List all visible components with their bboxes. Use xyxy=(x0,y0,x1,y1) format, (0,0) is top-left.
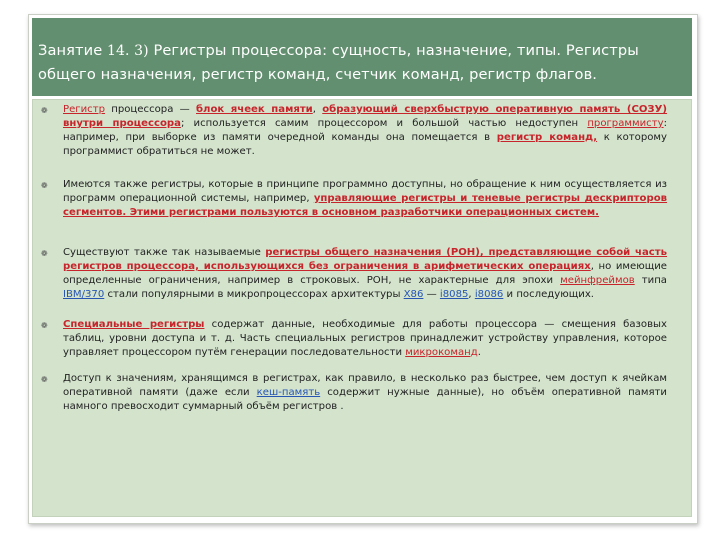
text-span: , xyxy=(468,288,475,300)
bullet-text-2 xyxy=(63,178,667,220)
text-span: Доступ к значениям, хранящимся в регистрах, как правило, в несколько раз быстрее, чем доступ к ячейкам оперативной памяти (даже если xyxy=(63,373,667,398)
text-span: процессора — xyxy=(105,104,196,115)
bullet-text-1 xyxy=(63,103,667,159)
text-span: : например, при выборке из памяти очередной команды она помещается в xyxy=(63,117,667,143)
text-span: , но имеющие определенные ограничения, например в строковых. РОН, не характерные для эпохи xyxy=(63,260,668,286)
text-span: ; используется самим процессором и большой частью недоступен xyxy=(180,117,588,129)
bullet-marker: ❁ xyxy=(41,375,48,384)
text-span: — xyxy=(423,288,440,300)
title-prefix: Занятие xyxy=(38,42,108,59)
link-sozu[interactable]: образующий сверхбыструю оперативную память (СОЗУ) внутри процессора xyxy=(63,104,668,129)
link-memory-block[interactable]: блок ячеек памяти xyxy=(196,104,313,115)
text-span: содержит нужные данные), но объём оперативной памяти намного превосходит суммарный объём регистров . xyxy=(63,386,667,412)
text-span: . xyxy=(477,346,481,358)
link-control-registers[interactable]: управляющие регистры и теневые регистры дескрипторов сегментов. Этими регистрами пользуются в основном разработчики операционных систем. xyxy=(63,192,668,218)
bullet-marker: ❁ xyxy=(41,181,48,190)
text-span: Существуют также так называемые xyxy=(63,247,266,258)
link-instruction-register[interactable]: регистр команд, xyxy=(496,131,598,143)
link-cache[interactable]: кеш-память xyxy=(256,386,321,398)
text-span: стали популярными в микропроцессорах архитектуры xyxy=(104,288,404,300)
link-gpr[interactable]: регистры общего назначения (РОН), представляющие собой часть регистров процессора, использующихся без ограничения в арифметических операциях xyxy=(63,247,667,272)
link-programmer[interactable]: программисту xyxy=(587,117,664,129)
title-text: Регистры процессора: сущность, назначение, типы. Регистры общего назначения, регистр команд, счетчик команд, регистр флагов. xyxy=(38,42,639,83)
text-span: содержат данные, необходимые для работы процессора — смещения базовых таблиц, уровни доступа и т. д. Часть специальных регистров принадлежит устройству управления, которое управляет процессором путём генерации последовательности xyxy=(63,319,667,358)
link-x86[interactable]: X86 xyxy=(403,288,424,300)
title-number: 14. 3) xyxy=(107,43,149,59)
text-span: , xyxy=(312,104,323,115)
text-span: типа xyxy=(634,274,667,286)
text-span: к которому программист обратиться не может. xyxy=(63,131,667,157)
bullet-marker: ❁ xyxy=(41,249,48,258)
link-microcommands[interactable]: микрокоманд xyxy=(405,346,478,358)
link-i8086[interactable]: i8086 xyxy=(474,288,504,300)
bullet-text-4 xyxy=(63,318,667,360)
bullet-marker: ❁ xyxy=(41,321,48,330)
slide-title xyxy=(32,18,692,96)
text-span: Имеются также регистры, которые в принципе программно доступны, но обращение к ним осуществляется из программ операционной системы, например, xyxy=(63,179,667,204)
link-register[interactable]: Регистр xyxy=(63,104,105,115)
bullet-marker: ❁ xyxy=(41,106,48,115)
link-i8085[interactable]: i8085 xyxy=(439,288,469,300)
link-special-registers[interactable]: Специальные регистры xyxy=(63,319,205,330)
text-span: и последующих. xyxy=(503,288,595,300)
content-panel xyxy=(32,99,692,517)
link-ibm370[interactable]: IBM/370 xyxy=(63,288,105,300)
bullet-text-3 xyxy=(63,246,667,302)
link-mainframes[interactable]: мейнфреймов xyxy=(560,274,635,286)
bullet-text-5 xyxy=(63,372,667,414)
